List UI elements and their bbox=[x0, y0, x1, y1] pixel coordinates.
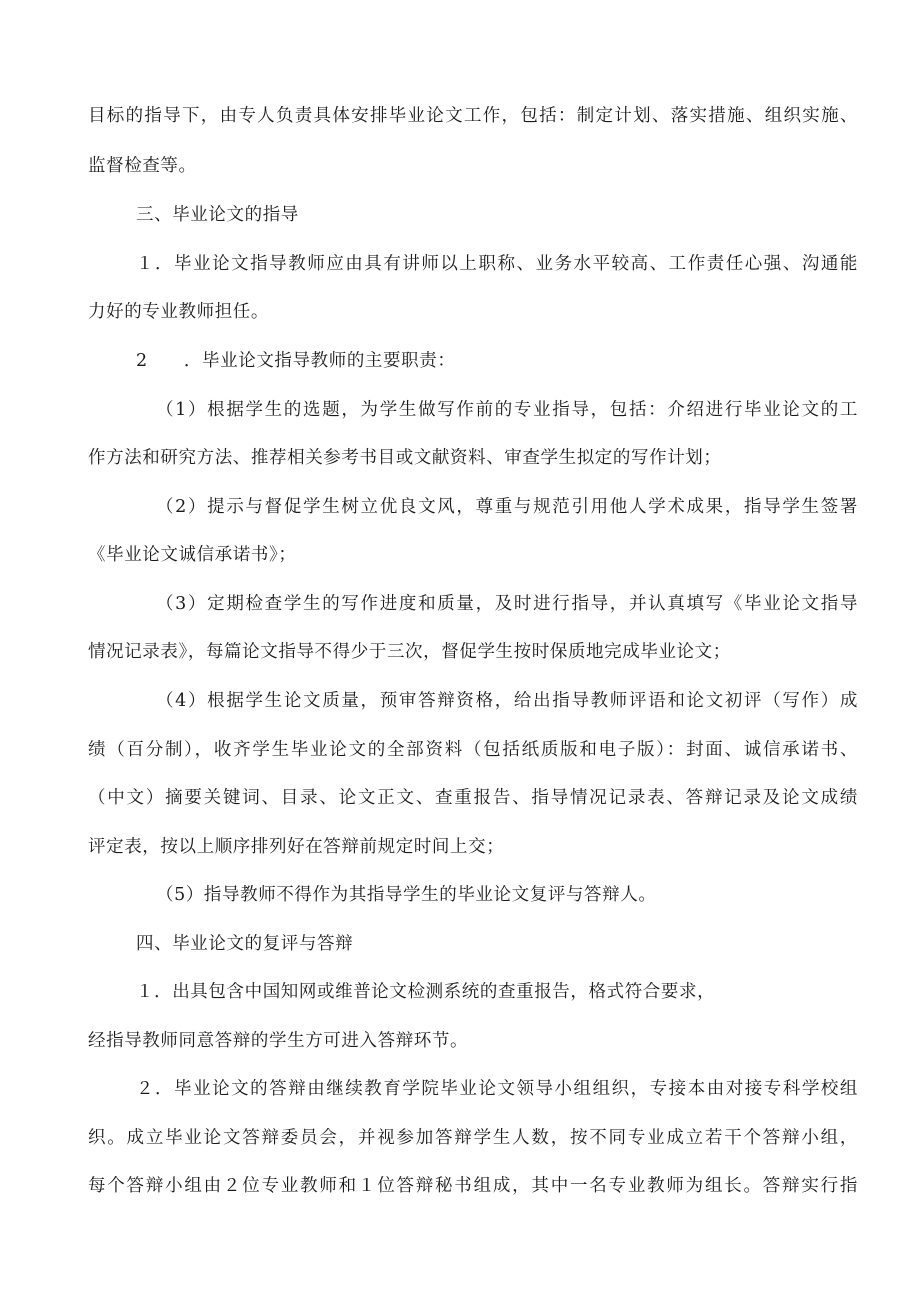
paragraph-line: （1）根据学生的选题，为学生做写作前的专业指导，包括：介绍进行毕业论文的工 bbox=[156, 400, 858, 420]
paragraph-line: １．毕业论文指导教师应由具有讲师以上职称、业务水平较高、工作责任心强、沟通能 bbox=[136, 254, 858, 274]
paragraph-line: 《毕业论文诚信承诺书》； bbox=[88, 545, 297, 565]
paragraph-line: １．出具包含中国知网或维普论文检测系统的查重报告，格式符合要求， bbox=[136, 982, 716, 1002]
paragraph-line: ２．毕业论文的答辩由继续教育学院毕业论文领导小组组织，专接本由对接专科学校组 bbox=[136, 1079, 858, 1099]
paragraph-line: 经指导教师同意答辩的学生方可进入答辩环节。 bbox=[88, 1031, 469, 1051]
section-heading: 四、毕业论文的复评与答辩 bbox=[136, 934, 354, 954]
paragraph-line: 力好的专业教师担任。 bbox=[88, 302, 269, 322]
paragraph-line: （5）指导教师不得作为其指导学生的毕业论文复评与答辩人。 bbox=[156, 885, 657, 905]
paragraph-line: （4）根据学生论文质量，预审答辩资格，给出指导教师评语和论文初评（写作）成 bbox=[156, 691, 858, 711]
paragraph-line: 监督检查等。 bbox=[88, 156, 197, 176]
paragraph-line: （中文）摘要关键词、目录、论文正文、查重报告、指导情况记录表、答辩记录及论文成绩 bbox=[88, 788, 858, 808]
paragraph-line: （3）定期检查学生的写作进度和质量，及时进行指导，并认真填写《毕业论文指导 bbox=[156, 594, 858, 614]
paragraph-line: 织。成立毕业论文答辩委员会，并视参加答辩学生人数，按不同专业成立若干个答辩小组， bbox=[88, 1128, 858, 1148]
paragraph-line: 目标的指导下，由专人负责具体安排毕业论文工作，包括：制定计划、落实措施、组织实施、 bbox=[88, 106, 858, 126]
paragraph-line: （2）提示与督促学生树立优良文风，尊重与规范引用他人学术成果，指导学生签署 bbox=[156, 497, 858, 517]
paragraph-line: 绩（百分制），收齐学生毕业论文的全部资料（包括纸质版和电子版）：封面、诚信承诺书、 bbox=[88, 740, 858, 760]
paragraph-line: 作方法和研究方法、推荐相关参考书目或文献资料、审查学生拟定的写作计划； bbox=[88, 448, 722, 468]
paragraph-line: 每个答辩小组由２位专业教师和１位答辩秘书组成，其中一名专业教师为组长。答辩实行指 bbox=[88, 1176, 858, 1196]
paragraph-line: 情况记录表》，每篇论文指导不得少于三次，督促学生按时保质地完成毕业论文； bbox=[88, 642, 731, 662]
section-heading: 三、毕业论文的指导 bbox=[136, 205, 299, 225]
paragraph-line: 评定表，按以上顺序排列好在答辩前规定时间上交； bbox=[88, 837, 505, 857]
paragraph-line: 2 ．毕业论文指导教师的主要职责： bbox=[136, 351, 456, 371]
